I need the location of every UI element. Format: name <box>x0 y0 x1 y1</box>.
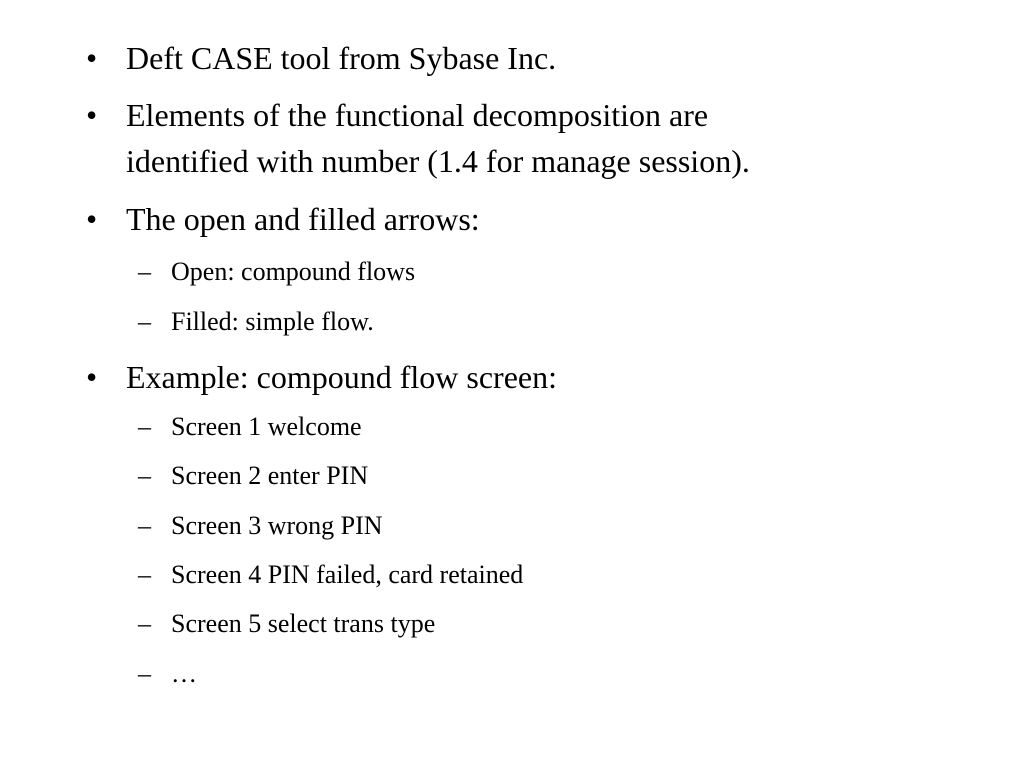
dash-marker: – <box>138 511 151 540</box>
sub-bullet-text: Filled: simple flow. <box>171 307 374 336</box>
bullet-text: The open and filled arrows: <box>126 201 480 237</box>
sub-bullet-text: Open: compound flows <box>171 257 416 286</box>
bullet-text: Deft CASE tool from Sybase Inc. <box>126 40 557 76</box>
dash-marker: – <box>138 609 151 638</box>
sub-bullet-text: Screen 3 wrong PIN <box>171 511 383 540</box>
sub-bullet-text: Screen 2 enter PIN <box>171 461 369 490</box>
sub-bullet-text: Screen 5 select trans type <box>171 609 436 638</box>
bullet-text-line-1: Elements of the functional decomposition are <box>126 97 709 133</box>
dash-marker: – <box>138 659 151 688</box>
dash-marker: – <box>138 560 151 589</box>
bullet-marker: • <box>86 201 98 237</box>
sub-bullet-text: Screen 1 welcome <box>171 412 362 441</box>
sub-bullet-text: Screen 4 PIN failed, card retained <box>171 560 524 589</box>
bullet-text-line-2: identified with number (1.4 for manage session). <box>126 143 750 179</box>
bullet-marker: • <box>86 359 98 395</box>
bullet-text: Example: compound flow screen: <box>126 359 557 395</box>
bullet-marker: • <box>86 97 98 133</box>
dash-marker: – <box>138 412 151 441</box>
dash-marker: – <box>138 307 151 336</box>
dash-marker: – <box>138 257 151 286</box>
bullet-marker: • <box>86 40 98 76</box>
dash-marker: – <box>138 461 151 490</box>
sub-bullet-text: … <box>171 659 197 688</box>
